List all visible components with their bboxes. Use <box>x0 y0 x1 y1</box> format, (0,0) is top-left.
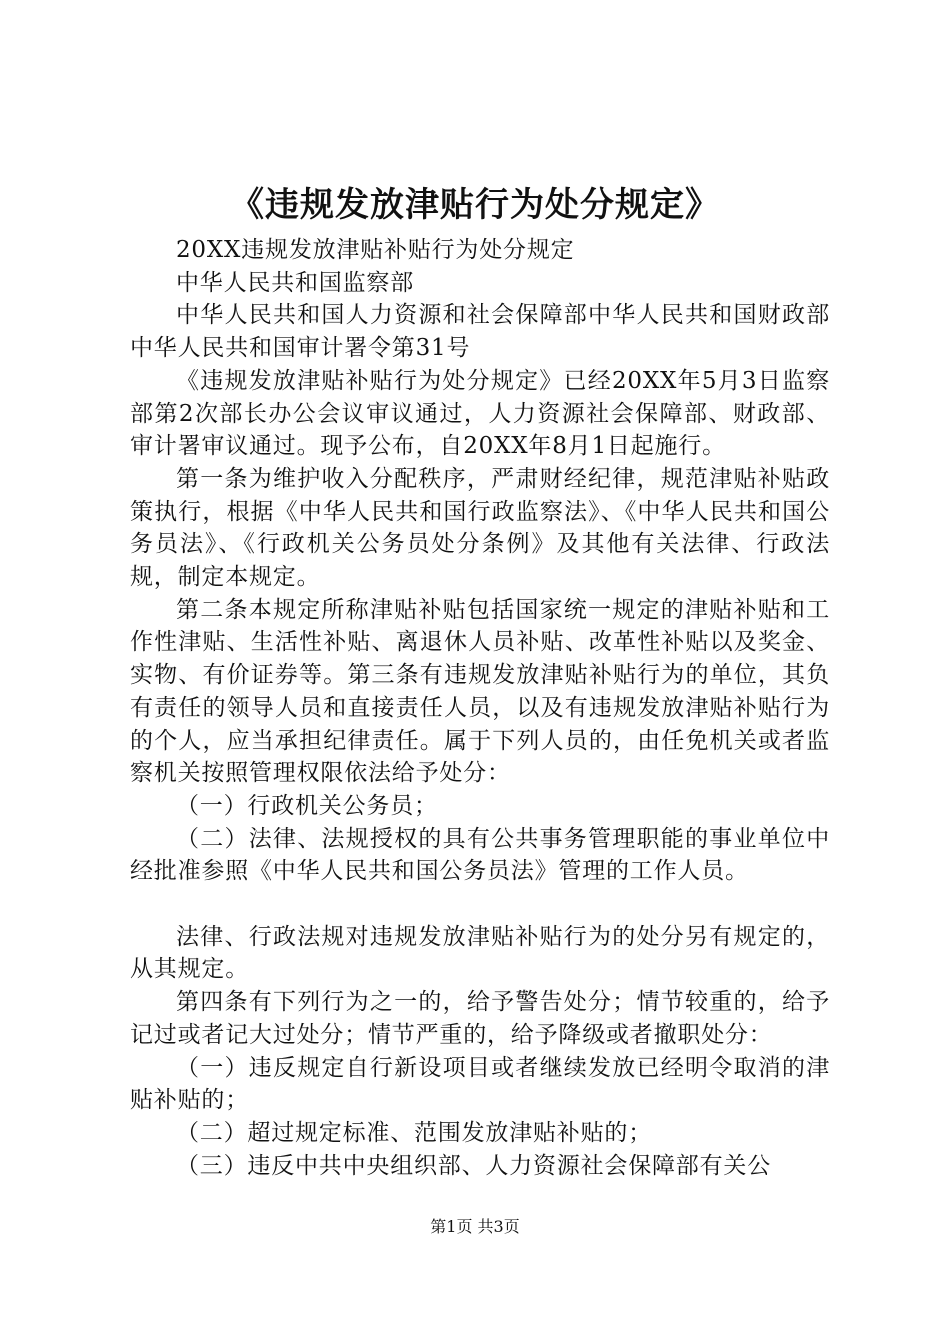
paragraph-order-number: 中华人民共和国人力资源和社会保障部中华人民共和国财政部中华人民共和国审计署令第31号 <box>130 302 830 362</box>
paragraph-promulgation: 《违规发放津贴补贴行为处分规定》已经20XX年5月3日监察部第2次部长办公会议审议通过，人力资源社会保障部、财政部、审计署审议通过。现予公布，自20XX年8月1日起施行。 <box>130 367 830 460</box>
paragraph-article-2-3: 第二条本规定所称津贴补贴包括国家统一规定的津贴补贴和工作性津贴、生活性补贴、离退休人员补贴、改革性补贴以及奖金、实物、有价证券等。第三条有违规发放津贴补贴行为的单位，其负有责任的领导人员和直接责任人员，以及有违规发放津贴补贴行为的个人，应当承担纪律责任。属于下列人员的，由任免机关或者监察机关按照管理权限依法给予处分： <box>130 596 830 787</box>
paragraph-item-1: （一）行政机关公务员； <box>176 792 438 819</box>
paragraph-article-4-item-2: （二）超过规定标准、范围发放津贴补贴的； <box>176 1119 652 1146</box>
paragraph-article-4-item-1: （一）违反规定自行新设项目或者继续发放已经明令取消的津贴补贴的； <box>130 1054 830 1114</box>
paragraph-article-1: 第一条为维护收入分配秩序，严肃财经纪律，规范津贴补贴政策执行，根据《中华人民共和国行政监察法》、《中华人民共和国公务员法》、《行政机关公务员处分条例》及其他有关法律、行政法规，制定本规定。 <box>130 465 830 591</box>
paragraph-spacer <box>130 888 830 921</box>
document-body <box>130 234 830 1182</box>
paragraph-article-4-item-3: （三）违反中共中央组织部、人力资源社会保障部有关公 <box>176 1152 771 1179</box>
paragraph-article-4: 第四条有下列行为之一的，给予警告处分；情节较重的，给予记过或者记大过处分；情节严重的，给予降级或者撤职处分： <box>130 989 830 1048</box>
document-title: 《违规发放津贴行为处分规定》 <box>230 185 720 225</box>
paragraph-exception: 法律、行政法规对违规发放津贴补贴行为的处分另有规定的，从其规定。 <box>130 923 830 983</box>
page-number: 第1页 共3页 <box>430 1217 520 1236</box>
paragraph-issuer: 中华人民共和国监察部 <box>176 269 414 296</box>
paragraph-item-2: （二）法律、法规授权的具有公共事务管理职能的事业单位中经批准参照《中华人民共和国公务员法》管理的工作人员。 <box>130 825 830 885</box>
paragraph-heading: 20XX违规发放津贴补贴行为处分规定 <box>176 237 575 263</box>
